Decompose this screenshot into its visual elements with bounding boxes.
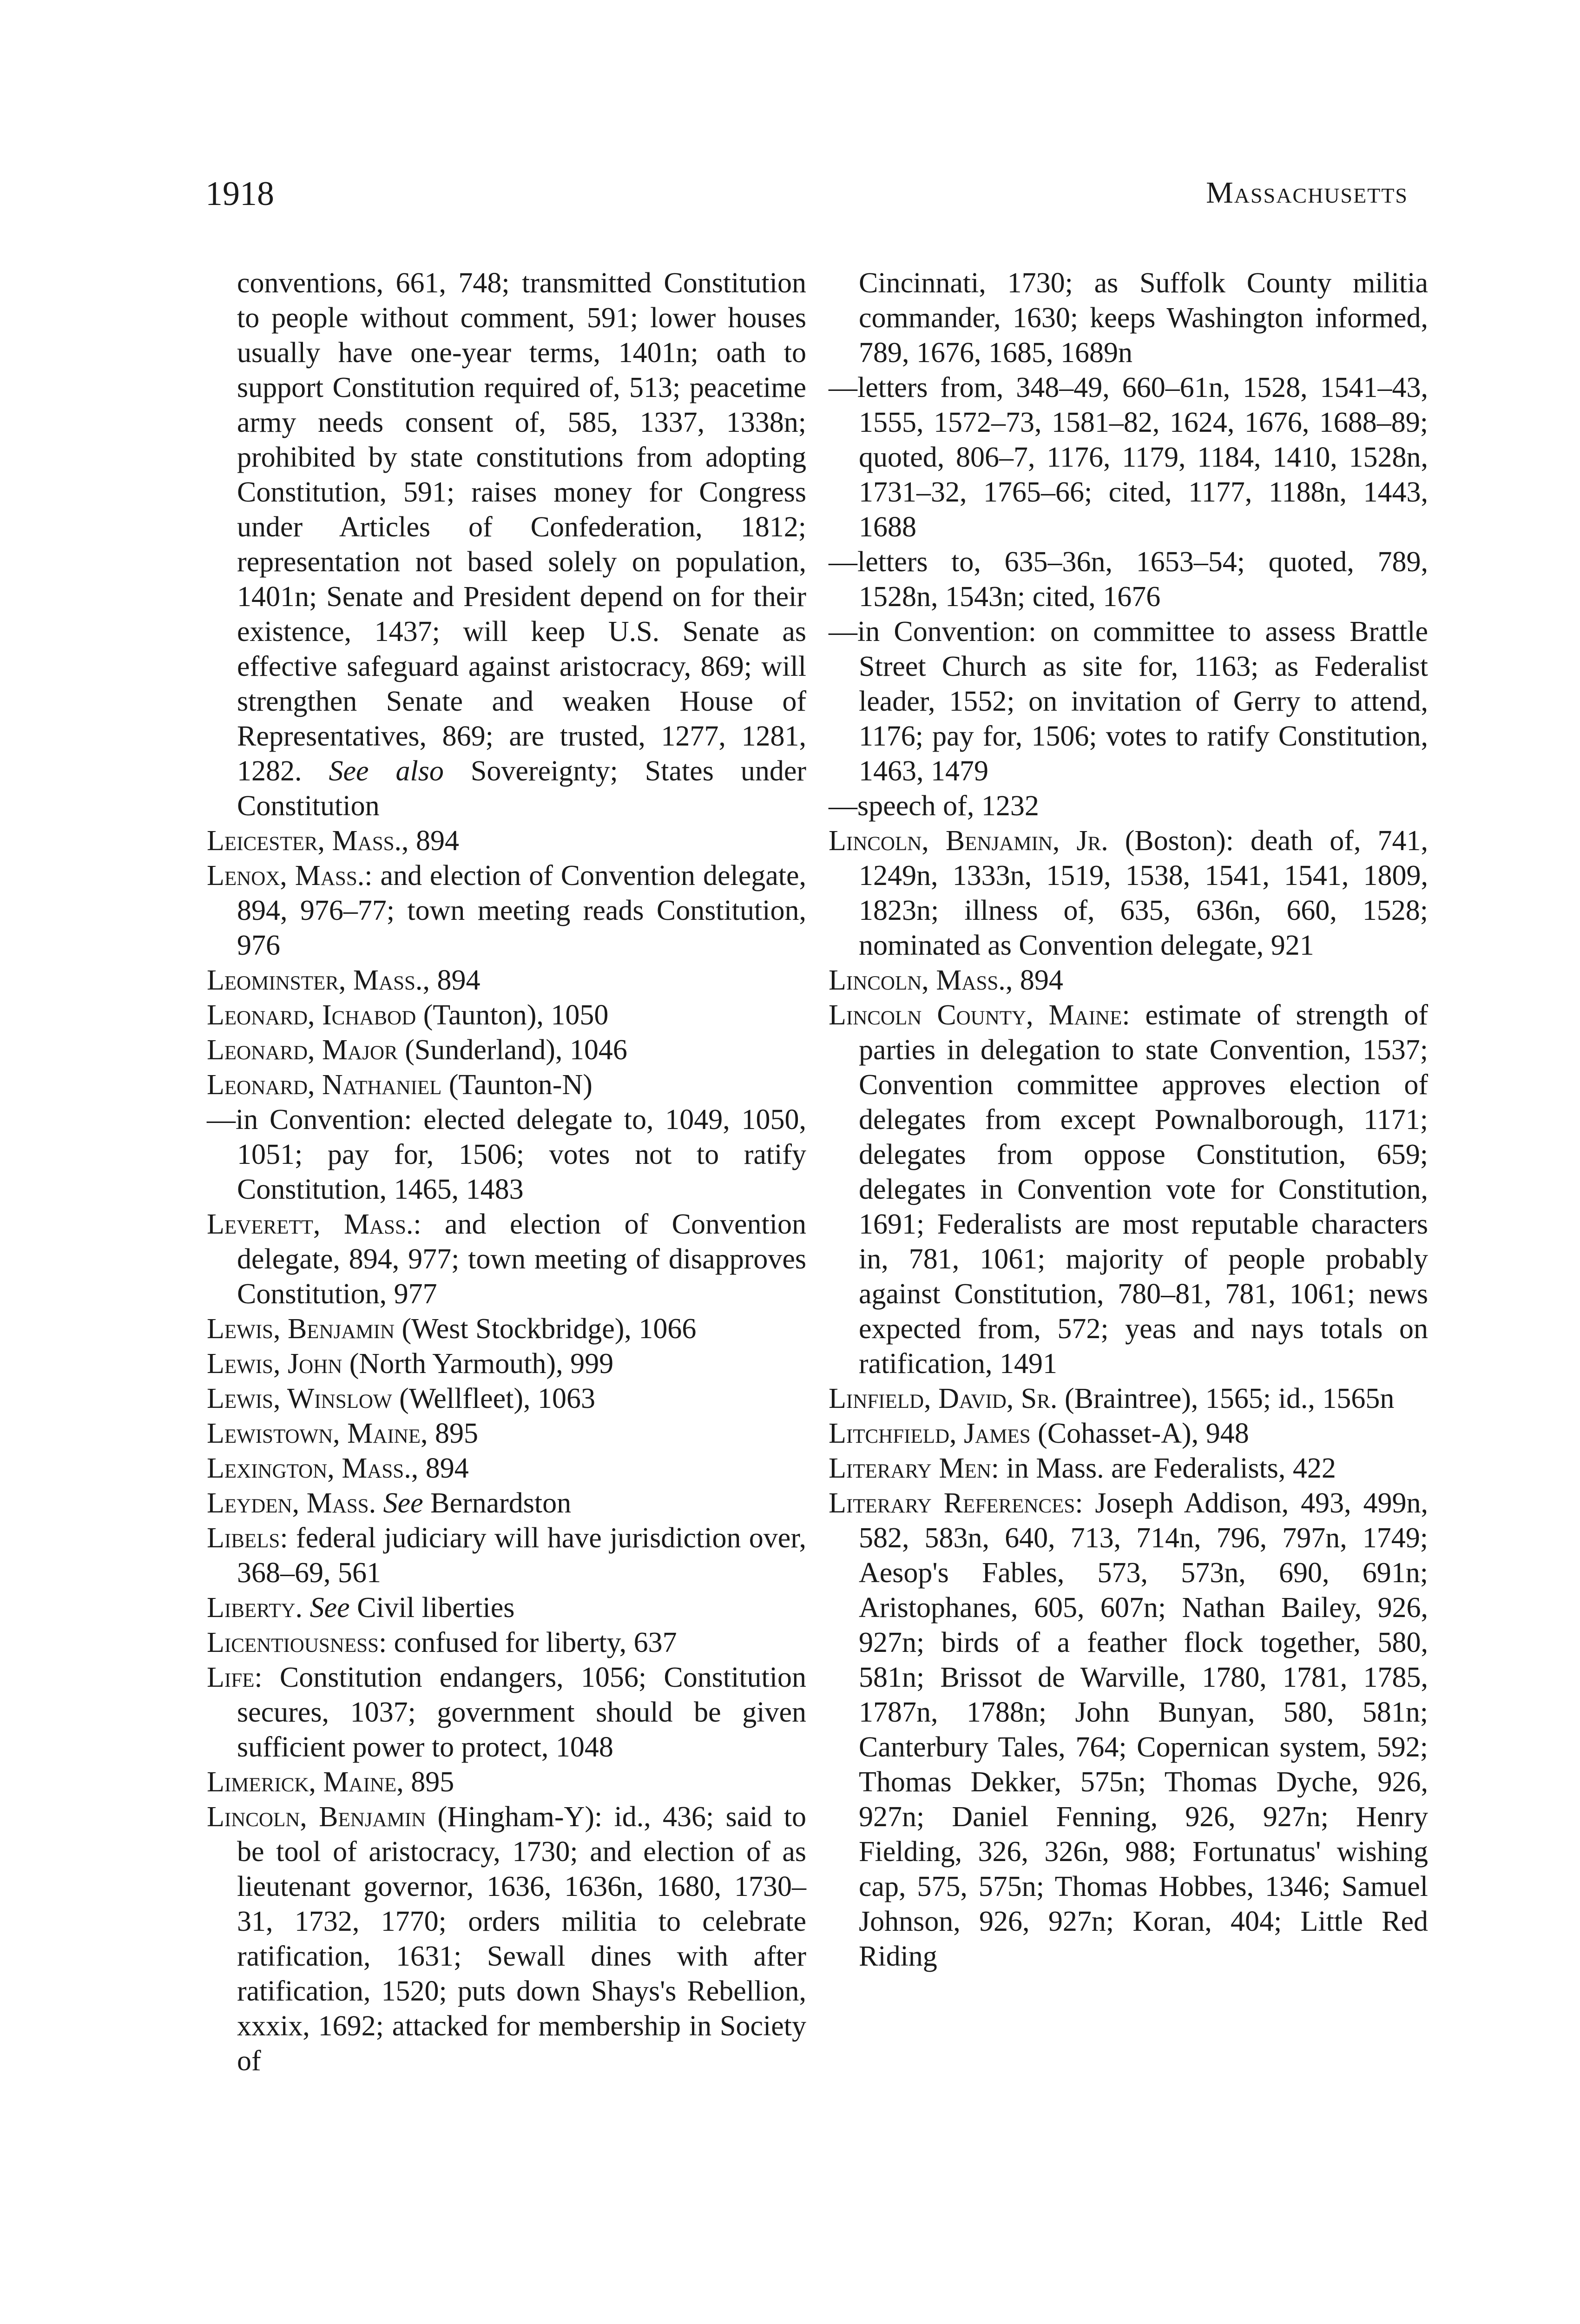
index-entry — [829, 1451, 1428, 1486]
entry-text — [376, 1487, 383, 1519]
entry-headword: Lincoln, Mass. — [829, 964, 1006, 996]
entry-text — [303, 1592, 310, 1624]
entry-headword: Leicester, Mass. — [207, 825, 402, 857]
entry-text: Civil liberties — [349, 1592, 515, 1624]
page-number: 1918 — [205, 175, 274, 213]
index-column-left — [207, 266, 806, 2079]
entry-headword: Literary Men — [829, 1452, 991, 1484]
index-entry — [829, 1416, 1428, 1451]
entry-headword: Litchfield, James — [829, 1418, 1031, 1449]
entry-text: Sovereignty; States under Constitution — [237, 755, 806, 822]
index-entry — [829, 824, 1428, 963]
index-entry — [207, 998, 806, 1033]
index-entry — [207, 824, 806, 858]
entry-headword: Lincoln, Benjamin, Jr. — [829, 825, 1108, 857]
index-entry — [207, 963, 806, 998]
index-subentry — [829, 614, 1428, 789]
index-entry — [207, 1068, 806, 1103]
entry-headword: Liberty. — [207, 1592, 303, 1624]
index-entry — [207, 1765, 806, 1800]
entry-text: (North Yarmouth), 999 — [342, 1348, 614, 1380]
index-entry — [207, 1381, 806, 1416]
entry-text: (West Stockbridge), 1066 — [395, 1313, 697, 1345]
entry-text: conventions, 661, 748; transmitted Constitution to people without comment, 591; lower houses usually have one-year terms, 1401n; oath to support Constitution required of, 513; peacetime army needs consent of, 585, 1337, 1338n; prohibited by state constitutions from adopting Constitution, 591; raises money for Congress under Articles of Confederation, 1812; representation not based solely on population, 1401n; Senate and President depend on for their existence, 1437; will keep U.S. Senate as effective safeguard against aristocracy, 869; will strengthen Senate and weaken House of Representatives, 869; are trusted, 1277, 1281, 1282. — [237, 267, 806, 787]
entry-text: , 895 — [396, 1766, 454, 1798]
entry-text: (Sunderland), 1046 — [397, 1034, 627, 1066]
index-entry — [829, 1486, 1428, 1974]
entry-headword: Leverett, Mass. — [207, 1208, 414, 1240]
index-entry — [829, 266, 1428, 370]
entry-headword: Lewis, Benjamin — [207, 1313, 395, 1345]
entry-headword: Lincoln County, Maine — [829, 999, 1122, 1031]
index-entry — [207, 1591, 806, 1625]
entry-headword: Leominster, Mass. — [207, 964, 423, 996]
entry-headword: Lexington, Mass. — [207, 1452, 411, 1484]
see-label: See — [383, 1487, 423, 1519]
see-also-label: See also — [329, 755, 444, 787]
entry-text: —letters to, 635–36n, 1653–54; quoted, 789, 1528n, 1543n; cited, 1676 — [829, 546, 1428, 613]
entry-text: —in Convention: on committee to assess Brattle Street Church as site for, 1163; as Federalist leader, 1552; on invitation of Gerry to attend, 1176; pay for, 1506; votes to ratify Constitution, 1463, 1479 — [829, 616, 1428, 787]
entry-text: (Cohasset-A), 948 — [1030, 1418, 1249, 1449]
index-subentry — [207, 1103, 806, 1207]
index-entry — [207, 1416, 806, 1451]
entry-headword: Leonard, Major — [207, 1034, 398, 1066]
entry-headword: Lewis, Winslow — [207, 1383, 392, 1414]
entry-text: : federal judiciary will have jurisdiction over, 368–69, 561 — [237, 1522, 806, 1589]
index-entry — [207, 1207, 806, 1312]
entry-text: : and election of Convention delegate, 894, 976–77; town meeting reads Constitution, 976 — [237, 860, 806, 961]
entry-text: , 894 — [422, 964, 481, 996]
index-entry — [829, 963, 1428, 998]
running-title: Massachusetts — [1206, 176, 1408, 210]
entry-text: : in Mass. are Federalists, 422 — [991, 1452, 1336, 1484]
index-entry — [207, 1486, 806, 1521]
entry-text: Cincinnati, 1730; as Suffolk County militia commander, 1630; keeps Washington informed, 789, 1676, 1685, 1689n — [859, 267, 1428, 369]
index-entry — [207, 858, 806, 963]
entry-headword: Life — [207, 1662, 255, 1693]
index-entry — [207, 1033, 806, 1068]
entry-text: , 894 — [402, 825, 460, 857]
entry-text: (Braintree), 1565; id., 1565n — [1057, 1383, 1395, 1414]
entry-headword: Licentiousness — [207, 1627, 379, 1658]
entry-text: —letters from, 348–49, 660–61n, 1528, 1541–43, 1555, 1572–73, 1581–82, 1624, 1676, 1688–89; quoted, 806–7, 1176, 1179, 1184, 1410, 1528n, 1731–32, 1765–66; cited, 1177, 1188n, 1443, 1688 — [829, 372, 1428, 543]
see-label: See — [309, 1592, 350, 1624]
index-entry — [207, 1451, 806, 1486]
index-entry — [207, 266, 806, 824]
entry-text: —speech of, 1232 — [829, 790, 1039, 822]
entry-text: , 895 — [420, 1418, 478, 1449]
entry-text: (Boston): death of, 741, 1249n, 1333n, 1519, 1538, 1541, 1541, 1809, 1823n; illness of, 635, 636n, 660, 1528; nominated as Convention delegate, 921 — [859, 825, 1428, 961]
entry-headword: Lewistown, Maine — [207, 1418, 421, 1449]
entry-headword: Leonard, Ichabod — [207, 999, 416, 1031]
entry-headword: Leonard, Nathaniel — [207, 1069, 442, 1101]
entry-headword: Limerick, Maine — [207, 1766, 397, 1798]
entry-headword: Linfield, David, Sr. — [829, 1383, 1058, 1414]
index-entry — [207, 1312, 806, 1347]
entry-text: : Joseph Addison, 493, 499n, 582, 583n, 640, 713, 714n, 796, 797n, 1749; Aesop's Fables, 573, 573n, 690, 691n; Aristophanes, 605, 607n; Nathan Bailey, 926, 927n; birds of a feather flock together, 580, 581n; Brissot de Warville, 1780, 1781, 1785, 1787n, 1788n; John Bunyan, 580, 581n; Canterbury Tales, 764; Copernican system, 592; Thomas Dekker, 575n; Thomas Dyche, 926, 927n; Daniel Fenning, 926, 927n; Henry Fielding, 326, 326n, 988; Fortunatus' wishing cap, 575, 575n; Thomas Hobbes, 1346; Samuel Johnson, 926, 927n; Koran, 404; Little Red Riding — [859, 1487, 1428, 1972]
index-entry — [207, 1660, 806, 1765]
entry-text: : estimate of strength of parties in delegation to state Convention, 1537; Convention committee approves election of delegates from except Pownalborough, 1171; delegates from oppose Constitution, 659; delegates in Convention vote for Constitution, 1691; Federalists are most reputable characters in, 781, 1061; majority of people probably against Constitution, 780–81, 781, 1061; news expected from, 572; yeas and nays totals on ratification, 1491 — [859, 999, 1428, 1380]
entry-headword: Libels — [207, 1522, 280, 1554]
entry-text: (Taunton), 1050 — [416, 999, 609, 1031]
entry-text: : and election of Convention delegate, 894, 977; town meeting of disapproves Constitution, 977 — [237, 1208, 806, 1310]
entry-headword: Lincoln, Benjamin — [207, 1801, 426, 1833]
entry-text: , 894 — [1005, 964, 1063, 996]
entry-text: —in Convention: elected delegate to, 1049, 1050, 1051; pay for, 1506; votes not to ratify Constitution, 1465, 1483 — [207, 1104, 806, 1205]
entry-text: Bernardston — [423, 1487, 572, 1519]
entry-text: (Taunton-N) — [441, 1069, 592, 1101]
index-entry — [829, 998, 1428, 1381]
entry-text: : confused for liberty, 637 — [378, 1627, 677, 1658]
entry-headword: Literary References — [829, 1487, 1075, 1519]
index-column-right — [829, 266, 1428, 1974]
entry-text: (Hingham-Y): id., 436; said to be tool of aristocracy, 1730; and election of as lieutenant governor, 1636, 1636n, 1680, 1730–31, 1732, 1770; orders militia to celebrate ratification, 1631; Sewall dines with after ratification, 1520; puts down Shays's Rebellion, xxxix, 1692; attacked for membership in Society of — [237, 1801, 806, 2077]
index-entry — [207, 1625, 806, 1660]
index-subentry — [829, 789, 1428, 824]
index-entry — [207, 1800, 806, 2079]
index-entry — [207, 1521, 806, 1591]
index-subentry — [829, 545, 1428, 614]
entry-headword: Lenox, Mass. — [207, 860, 365, 891]
entry-headword: Lewis, John — [207, 1348, 342, 1380]
entry-text: : Constitution endangers, 1056; Constitution secures, 1037; government should be given sufficient power to protect, 1048 — [237, 1662, 806, 1763]
index-entry — [207, 1347, 806, 1381]
entry-text: (Wellfleet), 1063 — [392, 1383, 596, 1414]
entry-text: , 894 — [411, 1452, 469, 1484]
entry-headword: Leyden, Mass. — [207, 1487, 376, 1519]
index-subentry — [829, 370, 1428, 545]
index-entry — [829, 1381, 1428, 1416]
